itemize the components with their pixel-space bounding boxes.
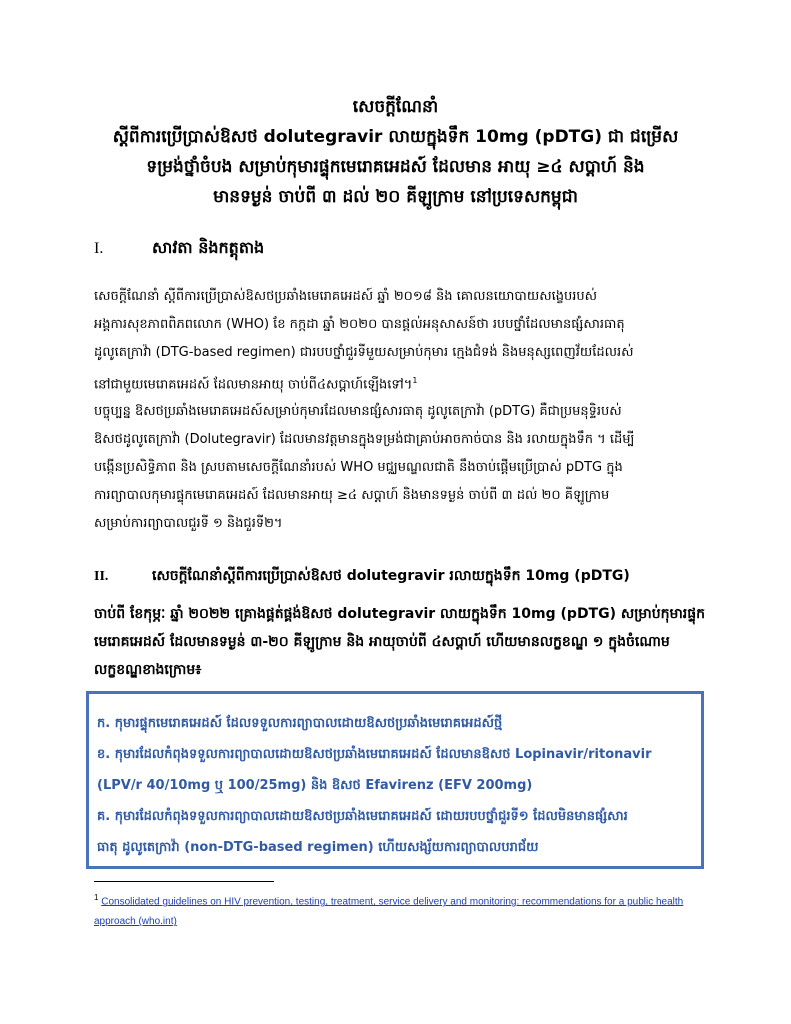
paragraph-line: លក្ខខណ្ឌខាងក្រោម៖	[94, 662, 202, 678]
section-2-paragraph-1	[94, 600, 710, 684]
section-2-title: សេចក្ដីណែនាំស្ដីពីការប្រើប្រាស់ឱសថ dolutegravir រលាយក្នុងទឹក 10mg (pDTG)	[152, 568, 630, 584]
paragraph-line: អង្គការសុខភាពពិភពលោក (WHO) ខែ កក្កដា ឆ្នាំ ២០២០ បានផ្ដល់អនុសាសន៍ថា របបថ្នាំដែលមានផ្សំសារធាតុ	[94, 317, 625, 332]
criteria-item: គ. កុមារដែលកំពុងទទួលការព្យាបាលដោយឱសថប្រឆាំងមេរោគអេដស៍ ដោយរបបថ្នាំជួរទី១ ដែលមិនមានផ្សំសារ	[97, 809, 628, 824]
paragraph-line: ឱសថដូលូតេក្រាវ៉ា (Dolutegravir) ដែលមានវត្តមានក្នុងទម្រង់ជាគ្រាប់អាចកាច់បាន និង រលាយក្នុងទឹក ។ ដើម្បី	[94, 432, 635, 447]
paragraph-line: ចាប់ពី ខែកុម្ភៈ ឆ្នាំ ២០២២ គ្រោងផ្គត់ផ្គង់ឱសថ dolutegravir លាយក្នុងទឹក 10mg (pDTG) សម្រាប់កុមារផ្ទុក	[94, 606, 706, 622]
title-line-2: ស្ដីពីការប្រើប្រាស់ឱសថ dolutegravir លាយក្នុងទឹក 10mg (pDTG) ជា ជម្រើស	[112, 127, 679, 147]
footnote-link-line-1: Consolidated guidelines on HIV prevention, testing, treatment, service delivery and monitoring: recommendations for a public health	[101, 896, 684, 908]
criteria-item: ខ. កុមារដែលកំពុងទទួលការព្យាបាលដោយឱសថប្រឆាំងមេរោគអេដស៍ ដែលមានឱសថ Lopinavir/ritonavir	[97, 747, 652, 762]
section-1-title: សាវតា និងកត្តុតាង	[152, 238, 265, 257]
paragraph-text: នៅជាមួយមេរោគអេដស៍ ដែលមានអាយុ ចាប់ពី៤សប្តាហ៍ឡើងទៅ។	[94, 377, 413, 393]
section-2-number: II.	[94, 569, 109, 584]
paragraph-line: ការព្យាបាលកុមារផ្ទុកមេរោគអេដស៍ ដែលមានអាយុ ≥៤ សប្តាហ៍ និងមានទម្ងន់ ចាប់ពី ៣ ដល់ ២០ គីឡូក្រាម	[94, 488, 610, 503]
criteria-item: ធាតុ ដូលូតេក្រាវ៉ា (non-DTG-based regimen) ហើយសង្ស័យការព្យាបាលបរាជ័យ	[97, 840, 539, 855]
section-1-heading	[94, 237, 264, 261]
footnote	[94, 888, 710, 932]
criteria-box	[86, 691, 704, 869]
title-line-1: សេចក្ដីណែនាំ	[352, 97, 439, 117]
footnote-link-line-2: approach (who.int)	[94, 916, 177, 928]
section-1-number: I.	[94, 240, 104, 257]
section-2-heading	[94, 566, 630, 587]
paragraph-line: សម្រាប់ការព្យាបាលជួរទី ១ និងជួរទី២។	[94, 516, 283, 531]
paragraph-line	[94, 367, 710, 399]
title-line-3: ទម្រង់ថ្នាំចំបង សម្រាប់កុមារផ្ទុកមេរោគអេដស៍ ដែលមាន អាយុ ≥៤ សប្តាហ៍ និង	[146, 157, 645, 177]
section-1-paragraph-1	[94, 283, 710, 399]
criteria-item: (LPV/r 40/10mg ឬ 100/25mg) និង ឱសថ Efavirenz (EFV 200mg)	[97, 778, 533, 793]
paragraph-line: បង្កើនប្រសិទ្ធិភាព និង ស្របតាមសេចក្ដីណែនាំរបស់ WHO មជ្ឈមណ្ឌលជាតិ នឹងចាប់ផ្ដើមប្រើប្រាស់ pDTG ក្នុង	[94, 460, 623, 475]
footnote-link[interactable]	[94, 896, 683, 927]
footnote-reference[interactable]: 1	[412, 376, 418, 385]
criteria-item: ក. កុមារផ្ទុកមេរោគអេដស៍ ដែលទទួលការព្យាបាលដោយឱសថប្រឆាំងមេរោគអេដស៍ថ្មី	[97, 716, 503, 731]
title-line-4: មានទម្ងន់ ចាប់ពី ៣ ដល់ ២០ គីឡូក្រាម នៅប្រទេសកម្ពុជា	[213, 187, 578, 207]
section-1-paragraph-2	[94, 398, 710, 538]
paragraph-line: ដូលូតេក្រាវ៉ា (DTG-based regimen) ជារបបថ្នាំជួរទីមួយសម្រាប់កុមារ ក្មេងជំទង់ និងមនុស្សពេញវ័យដែលរស់	[94, 345, 634, 360]
footnote-marker: 1	[94, 893, 99, 902]
footnote-divider	[94, 881, 274, 882]
document-title	[60, 92, 731, 212]
paragraph-line: បច្ចុប្បន្ន ឱសថប្រឆាំងមេរោគអេដស៍សម្រាប់កុមារដែលមានផ្សំសារធាតុ ដូលូតេក្រាវ៉ា (pDTG) គឺជាប្រមនុទ្ទិរបស់	[94, 404, 622, 419]
paragraph-line: មេរោគអេដស៍ ដែលមានទម្ងន់ ៣-២០ គីឡូក្រាម និង អាយុចាប់ពី ៤សប្តាហ៍ ហើយមានលក្ខខណ្ឌ ១ ក្នុងចំណោម	[94, 634, 670, 650]
paragraph-line: សេចក្ដីណែនាំ ស្ដីពីការប្រើប្រាស់ឱសថប្រឆាំងមេរោគអេដស៍ ឆ្នាំ ២០១៨ និង គោលនយោបាយសង្ខេបរបស់	[94, 289, 597, 304]
